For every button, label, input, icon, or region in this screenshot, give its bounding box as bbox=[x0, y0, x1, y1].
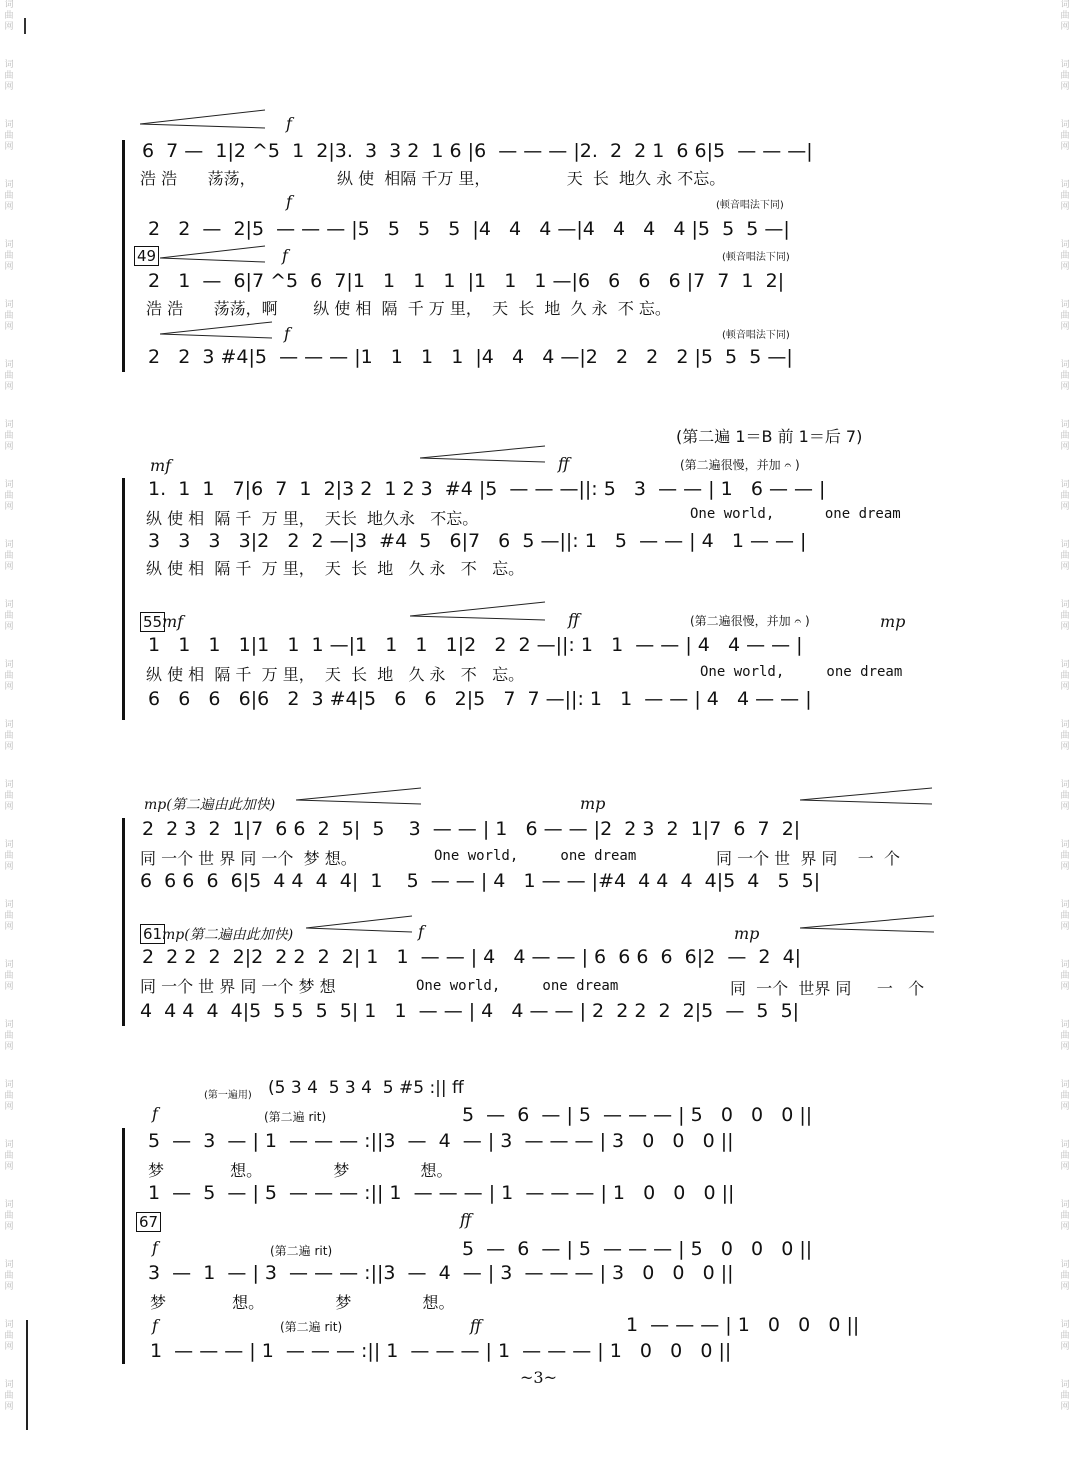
watermark-char: 曲 bbox=[4, 611, 14, 621]
dynamic-mark: mf bbox=[162, 612, 184, 631]
dynamic-mark: mp(第二遍由此加快) bbox=[162, 927, 294, 943]
watermark-char: 网 bbox=[4, 502, 14, 512]
watermark-char: 网 bbox=[4, 622, 14, 632]
watermark-char: 网 bbox=[4, 1342, 14, 1352]
watermark-char: 网 bbox=[1060, 142, 1070, 152]
dynamic-mark: ff bbox=[558, 454, 570, 473]
watermark-char: 词 bbox=[1060, 1260, 1070, 1270]
watermark-char: 词 bbox=[4, 1260, 14, 1270]
watermark-char: 曲 bbox=[4, 731, 14, 741]
staff-notes: 6 7 — 1|2 ^5 1 2|3. 3 3 2 1 6 |6 — — — |2. 2 2 1 6 6|5 — — —| bbox=[142, 140, 813, 162]
lyrics-line: 浩 浩 荡荡， 纵 使 相隔 千万 里， 天 长 地久 永 不忘。 bbox=[140, 169, 726, 188]
watermark-char: 曲 bbox=[1060, 911, 1070, 921]
crescendo-hairpin bbox=[410, 600, 550, 624]
crescendo-hairpin bbox=[800, 914, 940, 938]
performance-note: (顿音唱法下同) bbox=[722, 252, 790, 263]
watermark-char: 曲 bbox=[4, 1391, 14, 1401]
lyrics-line: 同 一个 世界 同 一 个 bbox=[730, 979, 925, 998]
watermark-char: 词 bbox=[1060, 1320, 1070, 1330]
side-watermark-right bbox=[1058, 0, 1072, 1458]
dynamic-mark: f bbox=[152, 1104, 158, 1123]
watermark-char: 词 bbox=[1060, 840, 1070, 850]
system-brace bbox=[122, 140, 131, 372]
watermark-char: 网 bbox=[4, 1402, 14, 1412]
staff-notes: 1 1 1 1|1 1 1 —|1 1 1 1|2 2 2 —||: 1 1 — — | 4 4 — — | bbox=[148, 634, 803, 656]
watermark-char: 曲 bbox=[4, 431, 14, 441]
watermark-char: 曲 bbox=[1060, 11, 1070, 21]
system-brace bbox=[122, 818, 131, 1026]
watermark-char: 词 bbox=[1060, 300, 1070, 310]
watermark-char: 词 bbox=[4, 780, 14, 790]
watermark-char: 曲 bbox=[4, 1331, 14, 1341]
watermark-char: 词 bbox=[4, 720, 14, 730]
watermark-char: 曲 bbox=[1060, 1271, 1070, 1281]
watermark-char: 曲 bbox=[4, 551, 14, 561]
staff-notes: (5 3 4 5 3 4 5 #5 :|| ff bbox=[268, 1078, 464, 1098]
lyrics-line: 梦 想。 梦 想。 bbox=[148, 1161, 453, 1180]
watermark-char: 词 bbox=[1060, 1140, 1070, 1150]
watermark-char: 词 bbox=[4, 960, 14, 970]
watermark-char: 曲 bbox=[4, 1031, 14, 1041]
page-number: ~3~ bbox=[520, 1368, 557, 1387]
watermark-char: 词 bbox=[4, 60, 14, 70]
watermark-char: 网 bbox=[1060, 82, 1070, 92]
staff-notes: 2 2 — 2|5 — — — |5 5 5 5 |4 4 4 —|4 4 4 4 |5 5 5 —| bbox=[148, 218, 790, 240]
watermark-char: 网 bbox=[4, 142, 14, 152]
staff-notes: 1 — — — | 1 0 0 0 || bbox=[626, 1314, 860, 1336]
watermark-char: 网 bbox=[1060, 982, 1070, 992]
watermark-char: 网 bbox=[4, 682, 14, 692]
watermark-char: 词 bbox=[1060, 1380, 1070, 1390]
staff-notes: 6 6 6 6|6 2 3 #4|5 6 6 2|5 7 7 —||: 1 1 — — | 4 4 — — | bbox=[148, 688, 812, 710]
watermark-char: 网 bbox=[4, 22, 14, 32]
watermark-char: 曲 bbox=[1060, 191, 1070, 201]
watermark-char: 曲 bbox=[4, 791, 14, 801]
watermark-char: 曲 bbox=[4, 11, 14, 21]
watermark-char: 词 bbox=[4, 1320, 14, 1330]
staff-notes: 4 4 4 4 4|5 5 5 5 5| 1 1 — — | 4 4 — — | 2 2 2 2 2|5 — 5 5| bbox=[140, 1000, 800, 1022]
watermark-char: 词 bbox=[4, 180, 14, 190]
watermark-char: 曲 bbox=[1060, 1211, 1070, 1221]
watermark-char: 网 bbox=[1060, 22, 1070, 32]
crescendo-hairpin bbox=[296, 786, 426, 810]
watermark-char: 网 bbox=[4, 262, 14, 272]
watermark-char: 词 bbox=[1060, 720, 1070, 730]
staff-notes: 1. 1 1 7|6 7 1 2|3 2 1 2 3 #4 |5 — — —||: 5 3 — — | 1 6 — — | bbox=[148, 478, 826, 500]
system-brace bbox=[122, 478, 131, 720]
staff-notes: 3 — 1 — | 3 — — — :||3 — 4 — | 3 — — — | 3 0 0 0 || bbox=[148, 1262, 734, 1284]
english-lyrics: One world, one dream bbox=[434, 848, 637, 864]
watermark-char: 词 bbox=[4, 660, 14, 670]
watermark-char: 网 bbox=[4, 1042, 14, 1052]
watermark-char: 网 bbox=[1060, 502, 1070, 512]
performance-note: (第二遍很慢，并加 𝄐 ) bbox=[680, 458, 800, 472]
watermark-char: 词 bbox=[4, 240, 14, 250]
watermark-char: 网 bbox=[1060, 1402, 1070, 1412]
watermark-char: 词 bbox=[4, 600, 14, 610]
watermark-char: 网 bbox=[4, 1162, 14, 1172]
watermark-char: 曲 bbox=[1060, 851, 1070, 861]
dynamic-mark: ff bbox=[470, 1316, 482, 1335]
watermark-char: 网 bbox=[1060, 442, 1070, 452]
watermark-char: 网 bbox=[4, 982, 14, 992]
watermark-char: 词 bbox=[4, 360, 14, 370]
watermark-char: 词 bbox=[4, 840, 14, 850]
watermark-char: 词 bbox=[1060, 900, 1070, 910]
watermark-char: 词 bbox=[1060, 120, 1070, 130]
dynamic-mark: f bbox=[282, 246, 288, 265]
performance-note: (顿音唱法下同) bbox=[716, 200, 784, 211]
watermark-char: 网 bbox=[1060, 202, 1070, 212]
watermark-char: 网 bbox=[4, 82, 14, 92]
watermark-char: 词 bbox=[1060, 600, 1070, 610]
watermark-char: 曲 bbox=[4, 251, 14, 261]
watermark-char: 词 bbox=[4, 1140, 14, 1150]
watermark-char: 网 bbox=[4, 382, 14, 392]
crescendo-hairpin bbox=[800, 786, 940, 810]
watermark-char: 词 bbox=[1060, 480, 1070, 490]
watermark-char: 词 bbox=[1060, 780, 1070, 790]
dynamic-mark: mp bbox=[734, 924, 760, 943]
watermark-char: 网 bbox=[1060, 262, 1070, 272]
watermark-char: 词 bbox=[4, 900, 14, 910]
watermark-char: 曲 bbox=[1060, 1031, 1070, 1041]
watermark-char: 网 bbox=[4, 442, 14, 452]
watermark-char: 网 bbox=[4, 742, 14, 752]
staff-notes: 1 — — — | 1 — — — :|| 1 — — — | 1 — — — | 1 0 0 0 || bbox=[150, 1340, 732, 1362]
watermark-char: 网 bbox=[1060, 1342, 1070, 1352]
watermark-char: 曲 bbox=[4, 971, 14, 981]
watermark-char: 曲 bbox=[1060, 731, 1070, 741]
watermark-char: 曲 bbox=[4, 851, 14, 861]
watermark-char: 曲 bbox=[1060, 791, 1070, 801]
staff-notes: 2 2 3 #4|5 — — — |1 1 1 1 |4 4 4 —|2 2 2 2 |5 5 5 —| bbox=[148, 346, 793, 368]
watermark-char: 网 bbox=[1060, 742, 1070, 752]
watermark-char: 词 bbox=[4, 120, 14, 130]
watermark-char: 网 bbox=[1060, 562, 1070, 572]
dynamic-mark: mp(第二遍由此加快) bbox=[144, 797, 276, 813]
crescendo-hairpin bbox=[160, 244, 270, 268]
measure-number: 61 bbox=[140, 924, 165, 944]
watermark-char: 词 bbox=[4, 0, 14, 10]
watermark-char: 曲 bbox=[4, 911, 14, 921]
watermark-char: 词 bbox=[1060, 420, 1070, 430]
staff-notes: 2 1 — 6|7 ^5 6 7|1 1 1 1 |1 1 1 —|6 6 6 6 |7 7 1 2| bbox=[148, 270, 785, 292]
measure-number: 49 bbox=[134, 246, 159, 266]
staff-notes: 5 — 6 — | 5 — — — | 5 0 0 0 || bbox=[462, 1104, 813, 1126]
dynamic-mark: ff bbox=[460, 1210, 472, 1229]
measure-number: 55 bbox=[140, 612, 165, 632]
watermark-char: 词 bbox=[4, 1020, 14, 1030]
watermark-char: 网 bbox=[1060, 802, 1070, 812]
watermark-char: 曲 bbox=[4, 671, 14, 681]
dynamic-mark: f bbox=[284, 324, 290, 343]
watermark-char: 网 bbox=[1060, 622, 1070, 632]
lyrics-line: 同 一个 世 界 同 一个 梦 想 bbox=[140, 977, 336, 996]
watermark-char: 网 bbox=[1060, 862, 1070, 872]
watermark-char: 曲 bbox=[1060, 71, 1070, 81]
watermark-char: 曲 bbox=[1060, 551, 1070, 561]
edge-mark bbox=[24, 18, 26, 34]
watermark-char: 曲 bbox=[1060, 1331, 1070, 1341]
watermark-char: 网 bbox=[1060, 322, 1070, 332]
watermark-char: 网 bbox=[4, 1282, 14, 1292]
watermark-char: 曲 bbox=[4, 491, 14, 501]
watermark-char: 网 bbox=[1060, 922, 1070, 932]
watermark-char: 网 bbox=[1060, 1222, 1070, 1232]
staff-notes: 5 — 3 — | 1 — — — :||3 — 4 — | 3 — — — | 3 0 0 0 || bbox=[148, 1130, 734, 1152]
watermark-char: 网 bbox=[1060, 1042, 1070, 1052]
lyrics-line: 梦 想。 梦 想。 bbox=[150, 1293, 455, 1312]
side-watermark-left bbox=[2, 0, 16, 1458]
staff-notes: 2 2 3 2 1|7 6 6 2 5| 5 3 — — | 1 6 — — |2 2 3 2 1|7 6 7 2| bbox=[142, 818, 801, 840]
performance-note: (第二遍很慢，并加 𝄐 ) bbox=[690, 614, 810, 628]
dynamic-mark: mp bbox=[880, 612, 906, 631]
watermark-char: 曲 bbox=[1060, 671, 1070, 681]
watermark-char: 词 bbox=[4, 1380, 14, 1390]
watermark-char: 曲 bbox=[1060, 1391, 1070, 1401]
dynamic-mark: mf bbox=[150, 456, 172, 475]
watermark-char: 词 bbox=[4, 540, 14, 550]
performance-note: (顿音唱法下同) bbox=[722, 330, 790, 341]
edge-line bbox=[26, 1320, 28, 1430]
performance-note: (第二遍 rit) bbox=[270, 1244, 333, 1258]
dynamic-mark: f bbox=[286, 114, 292, 133]
watermark-char: 词 bbox=[1060, 540, 1070, 550]
watermark-char: 网 bbox=[1060, 682, 1070, 692]
watermark-char: 曲 bbox=[1060, 371, 1070, 381]
performance-note: (第二遍 rit) bbox=[264, 1110, 327, 1124]
watermark-char: 网 bbox=[1060, 1162, 1070, 1172]
dynamic-mark: f bbox=[418, 922, 424, 941]
lyrics-line: 纵 使 相 隔 千 万 里， 天长 地久永 不忘。 bbox=[146, 509, 479, 528]
watermark-char: 曲 bbox=[1060, 311, 1070, 321]
watermark-char: 曲 bbox=[1060, 1151, 1070, 1161]
watermark-char: 曲 bbox=[4, 1271, 14, 1281]
watermark-char: 曲 bbox=[1060, 431, 1070, 441]
crescendo-hairpin bbox=[140, 108, 280, 132]
watermark-char: 网 bbox=[1060, 1282, 1070, 1292]
watermark-char: 词 bbox=[1060, 960, 1070, 970]
watermark-char: 词 bbox=[1060, 0, 1070, 10]
watermark-char: 词 bbox=[4, 480, 14, 490]
watermark-char: 词 bbox=[1060, 60, 1070, 70]
watermark-char: 曲 bbox=[4, 1091, 14, 1101]
dynamic-mark: f bbox=[286, 192, 292, 211]
watermark-char: 网 bbox=[4, 1102, 14, 1112]
watermark-char: 曲 bbox=[4, 191, 14, 201]
lyrics-line: 浩 浩 荡荡，啊 纵 使 相 隔 千 万 里， 天 长 地 久 永 不 忘。 bbox=[146, 299, 671, 318]
watermark-char: 词 bbox=[4, 1080, 14, 1090]
watermark-char: 网 bbox=[4, 202, 14, 212]
lyrics-line: 同 一个 世 界 同 一 个 bbox=[716, 849, 900, 868]
watermark-char: 词 bbox=[1060, 1080, 1070, 1090]
watermark-char: 网 bbox=[4, 862, 14, 872]
dynamic-mark: f bbox=[152, 1238, 158, 1257]
lyrics-line: 纵 使 相 隔 千 万 里， 天 长 地 久 永 不 忘。 bbox=[146, 559, 525, 578]
watermark-char: 词 bbox=[1060, 1200, 1070, 1210]
watermark-char: 网 bbox=[1060, 1102, 1070, 1112]
watermark-char: 网 bbox=[4, 562, 14, 572]
watermark-char: 网 bbox=[1060, 382, 1070, 392]
watermark-char: 词 bbox=[1060, 660, 1070, 670]
watermark-char: 曲 bbox=[1060, 971, 1070, 981]
lyrics-line: 同 一个 世 界 同 一个 梦 想。 bbox=[140, 849, 357, 868]
performance-note: (第二遍 rit) bbox=[280, 1320, 343, 1334]
key-change-heading: (第二遍 1＝B 前 1＝后 7) bbox=[676, 427, 863, 446]
performance-note: (第一遍用) bbox=[204, 1090, 252, 1101]
staff-notes: 1 — 5 — | 5 — — — :|| 1 — — — | 1 — — — | 1 0 0 0 || bbox=[148, 1182, 735, 1204]
english-lyrics: One world, one dream bbox=[416, 978, 619, 994]
english-lyrics: One world, one dream bbox=[690, 506, 901, 522]
watermark-char: 曲 bbox=[1060, 491, 1070, 501]
watermark-char: 词 bbox=[1060, 180, 1070, 190]
crescendo-hairpin bbox=[420, 444, 550, 468]
watermark-char: 曲 bbox=[1060, 251, 1070, 261]
system-brace bbox=[122, 1128, 131, 1364]
watermark-char: 曲 bbox=[4, 311, 14, 321]
watermark-char: 曲 bbox=[4, 1151, 14, 1161]
english-lyrics: One world, one dream bbox=[700, 664, 903, 680]
watermark-char: 曲 bbox=[4, 371, 14, 381]
crescendo-hairpin bbox=[160, 320, 280, 344]
watermark-char: 曲 bbox=[4, 1211, 14, 1221]
staff-notes: 2 2 2 2 2|2 2 2 2 2| 1 1 — — | 4 4 — — | 6 6 6 6 6|2 — 2 4| bbox=[142, 946, 802, 968]
lyrics-line: 纵 使 相 隔 千 万 里， 天 长 地 久 永 不 忘。 bbox=[146, 665, 525, 684]
watermark-char: 网 bbox=[4, 802, 14, 812]
watermark-char: 词 bbox=[1060, 1020, 1070, 1030]
watermark-char: 词 bbox=[4, 420, 14, 430]
dynamic-mark: ff bbox=[568, 610, 580, 629]
watermark-char: 词 bbox=[1060, 360, 1070, 370]
watermark-char: 曲 bbox=[4, 71, 14, 81]
watermark-char: 词 bbox=[1060, 240, 1070, 250]
dynamic-mark: f bbox=[152, 1316, 158, 1335]
measure-number: 67 bbox=[136, 1212, 161, 1232]
watermark-char: 词 bbox=[4, 1200, 14, 1210]
watermark-char: 曲 bbox=[1060, 131, 1070, 141]
staff-notes: 5 — 6 — | 5 — — — | 5 0 0 0 || bbox=[462, 1238, 813, 1260]
watermark-char: 曲 bbox=[1060, 1091, 1070, 1101]
crescendo-hairpin bbox=[306, 914, 418, 938]
staff-notes: 3 3 3 3|2 2 2 —|3 #4 5 6|7 6 5 —||: 1 5 — — | 4 1 — — | bbox=[148, 530, 807, 552]
staff-notes: 6 6 6 6 6|5 4 4 4 4| 1 5 — — | 4 1 — — |#4 4 4 4 4|5 4 5 5| bbox=[140, 870, 821, 892]
watermark-char: 网 bbox=[4, 922, 14, 932]
watermark-char: 网 bbox=[4, 1222, 14, 1232]
dynamic-mark: mp bbox=[580, 794, 606, 813]
watermark-char: 网 bbox=[4, 322, 14, 332]
watermark-char: 曲 bbox=[4, 131, 14, 141]
watermark-char: 词 bbox=[4, 300, 14, 310]
watermark-char: 曲 bbox=[1060, 611, 1070, 621]
